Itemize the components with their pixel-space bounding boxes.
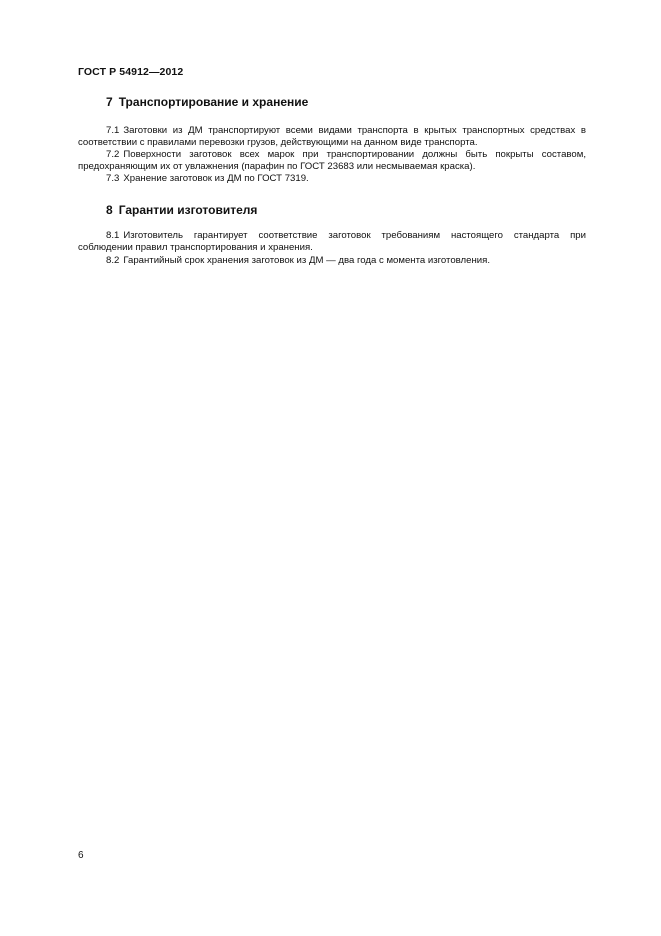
section-heading-7 — [106, 95, 308, 109]
paragraph-8-1 — [78, 230, 586, 254]
section-number: 8 — [106, 203, 113, 217]
page-number: 6 — [78, 850, 84, 861]
paragraph-7-1 — [78, 125, 586, 149]
paragraph-text: Заготовки из ДМ транспортируют всеми видами транспорта в крытых транспортных средствах в соответствии с правилами перевозки грузов, действующими на данном виде транспорта. — [78, 125, 586, 148]
paragraph-number: 7.1 — [106, 125, 120, 136]
paragraph-number: 8.1 — [106, 230, 120, 241]
paragraph-number: 8.2 — [106, 255, 120, 266]
paragraph-7-3 — [78, 173, 586, 185]
section-number: 7 — [106, 95, 113, 109]
paragraph-text: Изготовитель гарантирует соответствие заготовок требованиям настоящего стандарта при соблюдении правил транспортирования и хранения. — [78, 230, 586, 253]
section-heading-8 — [106, 203, 257, 217]
paragraph-7-2 — [78, 149, 586, 173]
paragraph-number: 7.3 — [106, 173, 120, 184]
paragraph-number: 7.2 — [106, 149, 120, 160]
section-title: Транспортирование и хранение — [118, 95, 309, 109]
paragraph-text: Гарантийный срок хранения заготовок из ДМ — два года с момента изготовления. — [123, 255, 491, 266]
document-header: ГОСТ Р 54912—2012 — [78, 66, 184, 78]
paragraph-8-2 — [78, 255, 586, 267]
paragraph-text: Хранение заготовок из ДМ по ГОСТ 7319. — [123, 173, 309, 184]
section-title: Гарантии изготовителя — [118, 203, 258, 217]
paragraph-text: Поверхности заготовок всех марок при транспортировании должны быть покрыты составом, предохраняющим их от увлажнения (парафин по ГОСТ 23683 или несмываемая краска). — [78, 149, 586, 172]
